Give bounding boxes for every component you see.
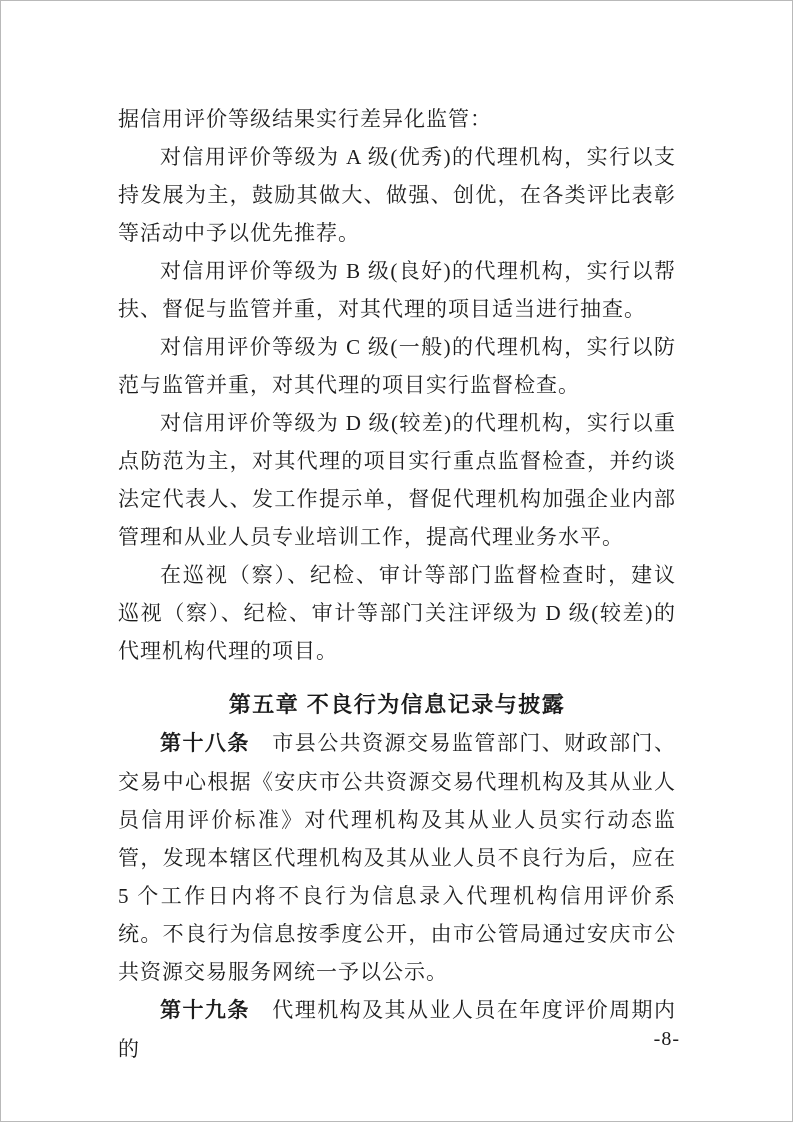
body-paragraph: 在巡视（察）、纪检、审计等部门监督检查时，建议巡视（察）、纪检、审计等部门关注评级为 D 级(较差)的代理机构代理的项目。: [118, 563, 676, 663]
chapter-heading: 第五章 不良行为信息记录与披露: [228, 692, 566, 717]
body-paragraph: 对信用评价等级为 D 级(较差)的代理机构，实行以重点防范为主，对其代理的项目实行重点监督检查，并约谈法定代表人、发工作提示单，督促代理机构加强企业内部管理和从业人员专业培训工作，提高代理业务水平。: [118, 411, 676, 549]
article-paragraph: 第十八条 市县公共资源交易监管部门、财政部门、交易中心根据《安庆市公共资源交易代理机构及其从业人员信用评价标准》对代理机构及其从业人员实行动态监管，发现本辖区代理机构及其从业人员不良行为后，应在 5 个工作日内将不良行为信息录入代理机构信用评价系统。不良行为信息按季度公开，由市公管局通过安庆市公共资源交易服务网统一予以公示。: [118, 731, 677, 984]
article-paragraph: 第十九条 代理机构及其从业人员在年度评价周期内的: [118, 998, 677, 1061]
page-number: -8-: [653, 1028, 680, 1050]
document-content: [118, 100, 676, 1068]
body-paragraph: 对信用评价等级为 C 级(一般)的代理机构，实行以防范与监管并重，对其代理的项目实行监督检查。: [118, 335, 676, 397]
article-number-label: 第十八条: [160, 732, 250, 755]
body-paragraph: 据信用评价等级结果实行差异化监管：: [118, 107, 492, 131]
body-paragraph: 对信用评价等级为 A 级(优秀)的代理机构，实行以支持发展为主，鼓励其做大、做强、创优，在各类评比表彰等活动中予以优先推荐。: [118, 145, 676, 245]
article-number-label: 第十九条: [160, 999, 250, 1022]
body-paragraph: 对信用评价等级为 B 级(良好)的代理机构，实行以帮扶、督促与监管并重，对其代理的项目适当进行抽查。: [118, 259, 676, 321]
